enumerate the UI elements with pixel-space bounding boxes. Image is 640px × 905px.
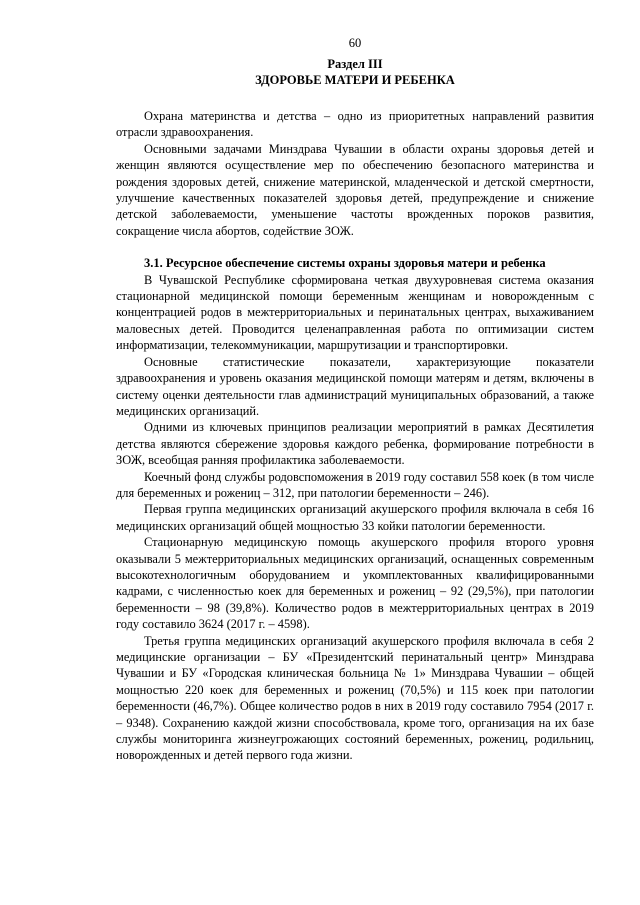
- body-paragraph: Третья группа медицинских организаций акушерского профиля включала в себя 2 медицинские организации – БУ «Президентский перинатальный центр» Минздрава Чувашии и БУ «Городская клиническая больница № 1» Минздрава Чувашии – общей мощностью 220 коек для беременных и рожениц (70,5%) и 115 коек при патологии беременности (46,7%). Общее количество родов в них в 2019 году составило 7954 (2017 г. – 9348). Сохранению каждой жизни способствовала, кроме того, организация на их базе службы мониторинга жизнеугрожающих состояний беременных, рожениц, родильниц, новорожденных и детей первого года жизни.: [116, 633, 594, 763]
- intro-paragraph: Основными задачами Минздрава Чувашии в области охраны здоровья детей и женщин являются осуществление мер по обеспечению безопасного материнства и рождения здоровых детей, снижение материнской, младенческой и детской смертности, улучшение качественных показателей здоровья детей, предупреждение и снижение детской заболеваемости, уменьшение частоты врожденных пороков развития, сокращение числа абортов, содействие ЗОЖ.: [116, 141, 594, 238]
- section-title: ЗДОРОВЬЕ МАТЕРИ И РЕБЕНКА: [255, 72, 455, 87]
- body-paragraph: В Чувашской Республике сформирована четкая двухуровневая система оказания стационарной медицинской помощи беременным женщинам и новорожденным с концентрацией родов в межтерриториальных и перинатальных центрах, выхаживанием маловесных детей. Проводится целенаправленная работа по оптимизации систем информатизации, телекоммуникации, маршрутизации и транспортировки.: [116, 272, 594, 353]
- subsection-title: 3.1. Ресурсное обеспечение системы охраны здоровья матери и ребенка: [144, 256, 546, 271]
- page-number: 60: [348, 36, 362, 50]
- document-page: [116, 36, 594, 764]
- body-paragraph: Первая группа медицинских организаций акушерского профиля включала в себя 16 медицинских организаций общей мощностью 33 койки патологии беременности.: [116, 502, 594, 533]
- body-paragraph: Одними из ключевых принципов реализации мероприятий в рамках Десятилетия детства являются сбережение здоровья каждого ребенка, формирование потребности в ЗОЖ, всеобщая ранняя профилактика заболеваемости.: [116, 420, 594, 468]
- body-paragraph: Коечный фонд службы родовспоможения в 2019 году составил 558 коек (в том числе для беременных и рожениц – 312, при патологии беременности – 246).: [116, 469, 594, 500]
- intro-paragraph: Охрана материнства и детства – одно из приоритетных направлений развития отрасли здравоохранения.: [116, 109, 594, 140]
- body-paragraph: Стационарную медицинскую помощь акушерского профиля второго уровня оказывали 5 межтерриториальных медицинских организаций, оснащенных современным высокотехнологичным оборудованием и укомплектованных квалифицированными кадрами, с численностью коек для беременных и рожениц – 92 (29,5%), при патологии беременности – 98 (39,8%). Количество родов в межтерриториальных центрах в 2019 году составило 3624 (2017 г. – 4598).: [116, 535, 594, 632]
- body-paragraph: Основные статистические показатели, характеризующие показатели здравоохранения и уровень оказания медицинской помощи матерям и детям, включены в систему оценки деятельности глав администраций муниципальных образований, а также медицинских организаций.: [116, 354, 594, 418]
- section-label: Раздел III: [327, 57, 383, 71]
